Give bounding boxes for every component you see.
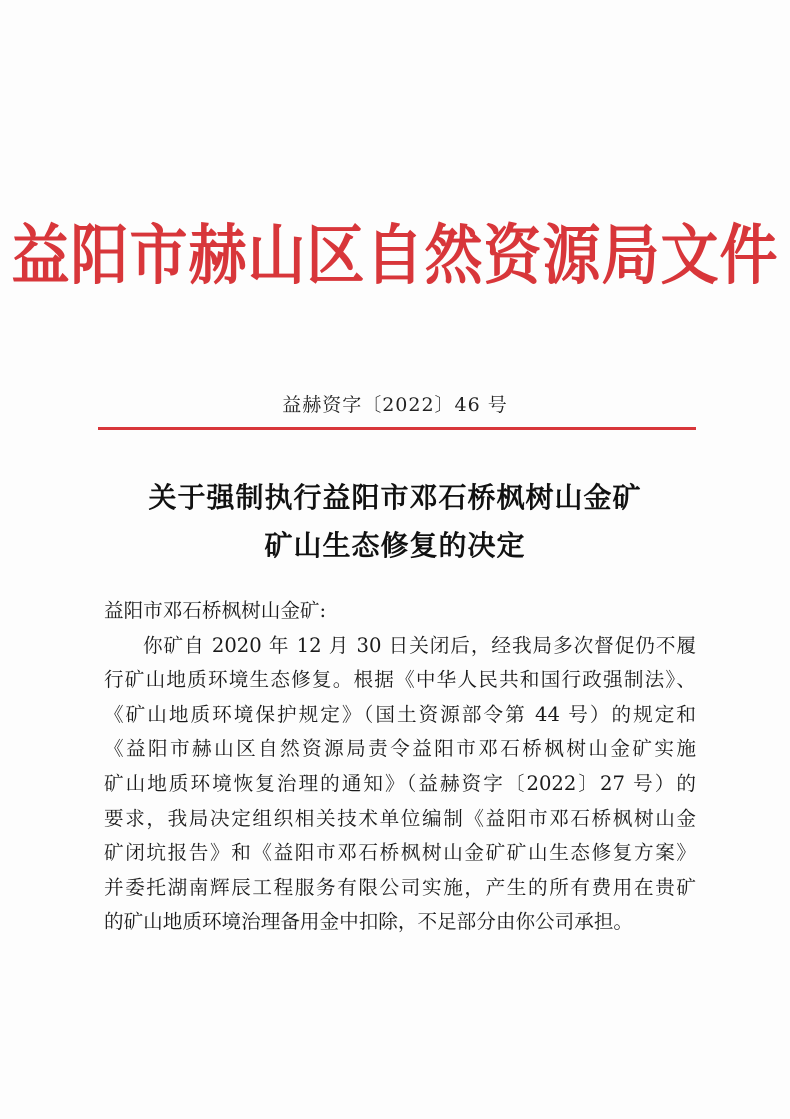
red-divider-line (98, 427, 696, 430)
body-line: 并委托湖南辉辰工程服务有限公司实施，产生的所有费用在贵矿 (104, 875, 696, 899)
body-line: 你矿自 2020 年 12 月 30 日关闭后，经我局多次督促仍不履 (143, 633, 696, 657)
body-line: 的矿山地质环境治理备用金中扣除，不足部分由你公司承担。 (104, 910, 634, 934)
body-line: 《矿山地质环境保护规定》（国土资源部令第 44 号）的规定和 (104, 702, 696, 726)
body-line: 《益阳市赫山区自然资源局责令益阳市邓石桥枫树山金矿实施 (104, 737, 696, 761)
body-line: 要求，我局决定组织相关技术单位编制《益阳市邓石桥枫树山金 (104, 806, 696, 830)
salutation: 益阳市邓石桥枫树山金矿: (104, 599, 327, 622)
document-title-line-1: 关于强制执行益阳市邓石桥枫树山金矿 (148, 481, 642, 514)
document-body (104, 594, 696, 940)
body-line: 行矿山地质环境生态修复。根据《中华人民共和国行政强制法》、 (104, 668, 696, 692)
body-line: 矿山地质环境恢复治理的通知》（益赫资字〔2022〕27 号）的 (104, 771, 696, 795)
document-title-line-2: 矿山生态修复的决定 (264, 529, 526, 562)
issuing-authority-header: 益阳市赫山区自然资源局文件 (11, 216, 779, 294)
document-number: 益赫资字〔2022〕46 号 (282, 394, 508, 416)
body-line: 矿闭坑报告》和《益阳市邓石桥枫树山金矿矿山生态修复方案》 (104, 841, 696, 865)
